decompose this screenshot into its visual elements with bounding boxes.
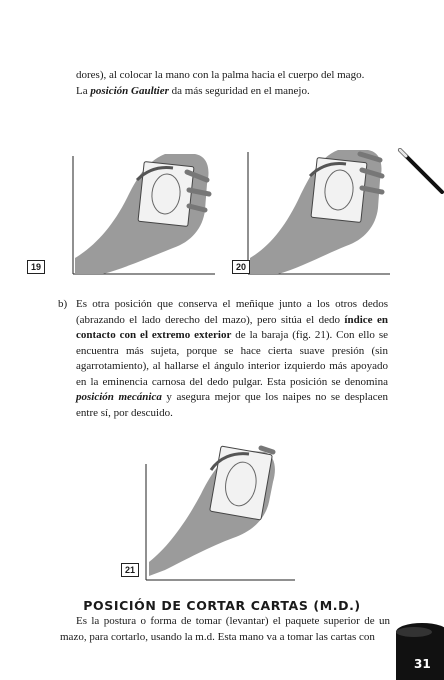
magic-wand-icon — [396, 148, 444, 194]
list-marker: b) — [58, 298, 68, 310]
figure-21-number: 21 — [121, 563, 139, 577]
figure-19-photo — [55, 150, 215, 276]
figure-21-photo — [145, 444, 295, 582]
section-paragraph: Es la postura o forma de tomar (levantar) el paquete superior de un mazo, para cortarlo, usando la m.d. Esta mano va a tomar las cartas con — [60, 615, 390, 643]
term-posicion-mecanica: posición mecánica — [76, 391, 162, 403]
list-item-b-text: Es otra posición que conserva el meñique junto a los otros dedos (abrazando el lado derecho del mazo), pero sitúa el dedo índice en contacto con el extremo exterior de la baraja (fig. 21). Con ello se encuentra más sujeta, porque se hace cierta suave presión (sin agarrotamiento), al hallarse el ángulo interior izquierdo más apoyado en la eminencia carnosa del dedo pulgar. Esta posición se denomina posición mecánica y asegura mejor que los naipes no se desplacen entre sí, por descuido. — [76, 298, 388, 419]
figure-19-number: 19 — [27, 260, 45, 274]
figure-19 — [30, 150, 215, 276]
figure-20-photo — [230, 146, 390, 276]
page-number: 31 — [414, 657, 431, 671]
intro-paragraph — [76, 68, 386, 99]
figure-20-number: 20 — [232, 260, 250, 274]
intro-line-2: La posición Gaultier da más seguridad en el manejo. — [76, 84, 310, 97]
term-indice: índice en contacto con el extremo exterior — [76, 313, 388, 341]
top-hat-icon — [374, 618, 444, 680]
figure-21 — [124, 444, 295, 582]
list-item-b — [58, 297, 388, 421]
term-gaultier: posición Gaultier — [90, 84, 169, 97]
figure-20 — [230, 146, 390, 276]
intro-line-1: dores), al colocar la mano con la palma hacia el cuerpo del mago. — [76, 69, 365, 81]
section-heading: POSICIÓN DE CORTAR CARTAS (M.D.) — [83, 598, 361, 613]
